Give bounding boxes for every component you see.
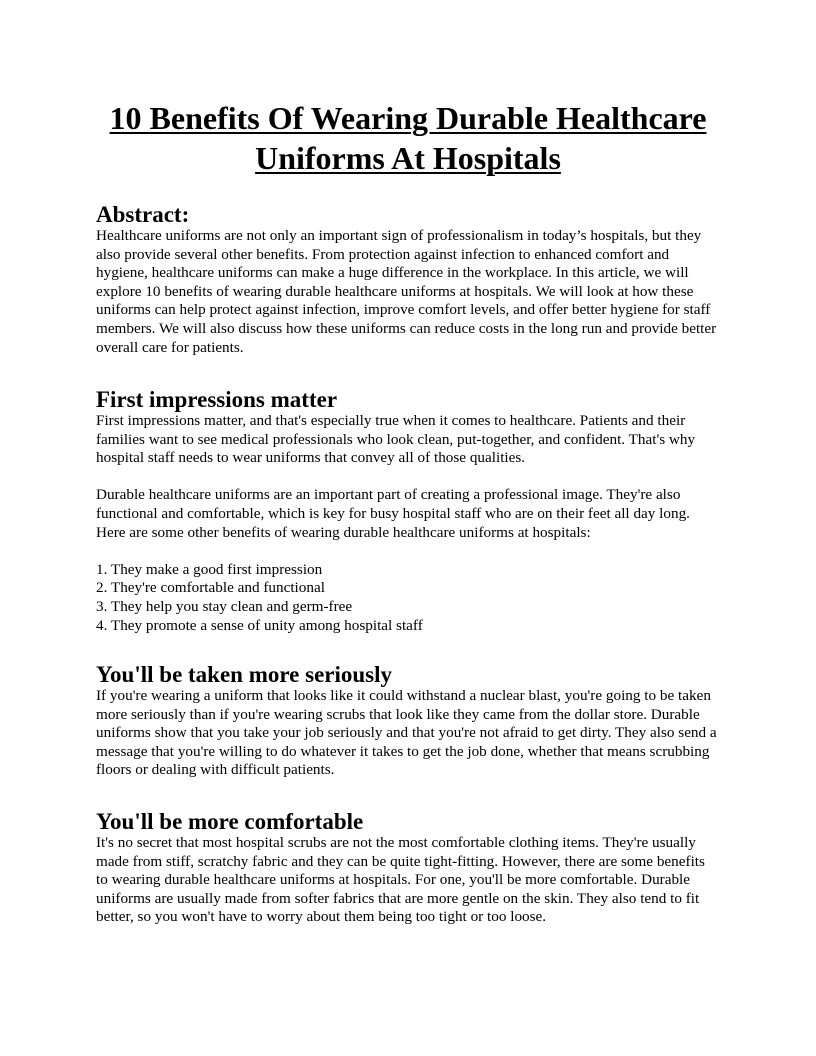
list-item: 3. They help you stay clean and germ-free	[96, 597, 353, 615]
list-item: 4. They promote a sense of unity among hospital staff	[96, 616, 423, 634]
taken-seriously-section	[96, 663, 720, 780]
more-comfortable-heading: You'll be more comfortable	[96, 809, 364, 834]
first-impressions-heading: First impressions matter	[96, 387, 338, 412]
list-item: 2. They're comfortable and functional	[96, 579, 325, 597]
taken-seriously-heading: You'll be taken more seriously	[96, 662, 393, 687]
abstract-text: Healthcare uniforms are not only an important sign of professionalism in today’s hospitals, but they also provide several other benefits. From protection against infection to enhanced comfort and hygiene, healthcare uniforms can make a huge difference in the workplace. In this article, we will explore 10 benefits of wearing durable healthcare uniforms at hospitals. We will look at how these uniforms can help protect against infection, improve comfort levels, and offer better hygiene for staff members. We will also discuss how these uniforms can reduce costs in the long run and provide better overall care for patients.	[96, 227, 717, 356]
taken-seriously-text: If you're wearing a uniform that looks like it could withstand a nuclear blast, you're going to be taken more seriously than if you're wearing scrubs that look like they came from the dollar store. Durable uniforms show that you take your job seriously and that you're not afraid to get dirty. They also send a message that you're willing to do whatever it takes to get the job done, whether that means scrubbing floors or dealing with difficult patients.	[96, 687, 717, 779]
more-comfortable-section	[96, 810, 720, 927]
first-impressions-paragraph-2: Durable healthcare uniforms are an important part of creating a professional image. They're also functional and comfortable, which is key for busy hospital staff who are on their feet all day long. Here are some other benefits of wearing durable healthcare uniforms at hospitals:	[96, 486, 690, 541]
list-item: 1. They make a good first impression	[96, 560, 323, 578]
more-comfortable-text: It's no secret that most hospital scrubs are not the most comfortable clothing items. They're usually made from stiff, scratchy fabric and they can be quite tight-fitting. However, there are some benefits to wearing durable healthcare uniforms at hospitals. For one, you'll be more comfortable. Durable uniforms are usually made from softer fabrics that are more gentle on the skin. They also tend to fit better, so you won't have to worry about them being too tight or too loose.	[96, 834, 705, 926]
document-title: 10 Benefits Of Wearing Durable Healthcare Uniforms At Hospitals	[109, 100, 707, 176]
first-impressions-section	[96, 388, 720, 635]
benefits-list	[96, 561, 720, 635]
abstract-heading: Abstract:	[96, 202, 190, 227]
first-impressions-paragraph-1: First impressions matter, and that's especially true when it comes to healthcare. Patients and their families want to see medical professionals who look clean, put-together, and confident. That's why hospital staff needs to wear uniforms that convey all of those qualities.	[96, 412, 696, 467]
abstract-section	[96, 203, 720, 357]
